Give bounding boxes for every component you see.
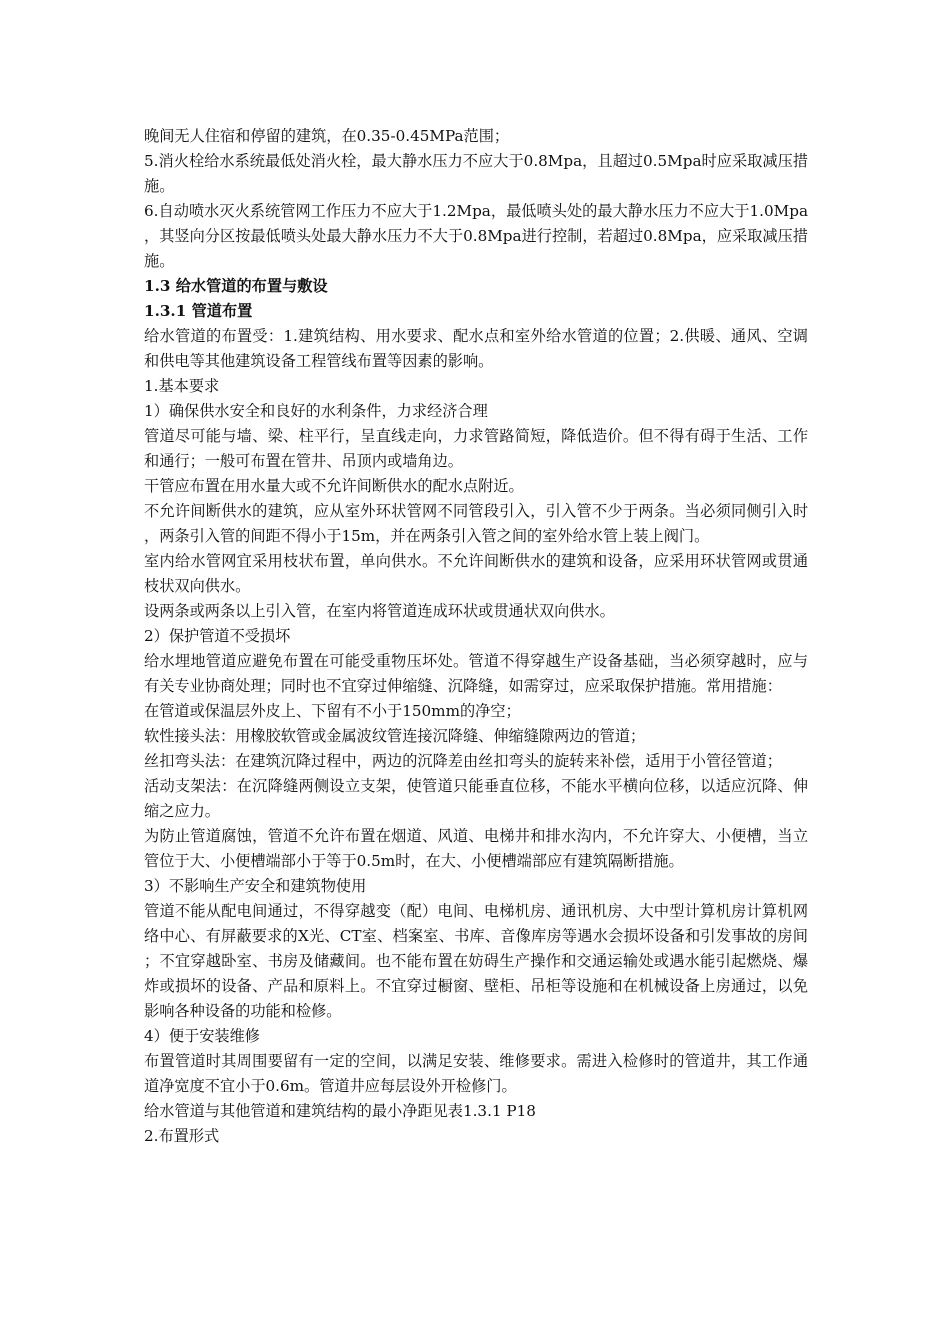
- paragraph: 活动支架法：在沉降缝两侧设立支架，使管道只能垂直位移，不能水平横向位移，以适应沉降、伸缩之应力。: [144, 777, 808, 820]
- list-item-heading: 4）便于安装维修: [144, 1027, 260, 1045]
- paragraph: 管道不能从配电间通过，不得穿越变（配）电间、电梯机房、通讯机房、大中型计算机房计算机网络中心、有屏蔽要求的X光、CT室、档案室、书库、音像库房等遇水会损坏设备和引发事故的房间；不宜穿越卧室、书房及储藏间。也不能布置在妨碍生产操作和交通运输处或遇水能引起燃烧、爆炸或损坏的设备、产品和原料上。不宜穿过橱窗、壁柜、吊柜等设施和在机械设备上房通过，以免影响各种设备的功能和检修。: [144, 902, 808, 1020]
- paragraph: 管道尽可能与墙、梁、柱平行，呈直线走向，力求管路简短，降低造价。但不得有碍于生活、工作和通行；一般可布置在管井、吊顶内或墙角边。: [144, 427, 808, 470]
- section-heading: 1.3 给水管道的布置与敷设: [144, 277, 328, 295]
- paragraph: 为防止管道腐蚀，管道不允许布置在烟道、风道、电梯井和排水沟内，不允许穿大、小便槽，当立管位于大、小便槽端部小于等于0.5m时，在大、小便槽端部应有建筑隔断措施。: [144, 827, 808, 870]
- paragraph-pressure-range: 晚间无人住宿和停留的建筑，在0.35-0.45MPa范围；: [144, 127, 510, 145]
- paragraph: 不允许间断供水的建筑，应从室外环状管网不同管段引入，引入管不少于两条。当必须同侧引入时，两条引入管的间距不得小于15m，并在两条引入管之间的室外给水管上装上阀门。: [144, 502, 808, 545]
- paragraph-table-reference: 给水管道与其他管道和建筑结构的最小净距见表1.3.1 P18: [144, 1102, 536, 1120]
- paragraph: 给水埋地管道应避免布置在可能受重物压坏处。管道不得穿越生产设备基础，当必须穿越时，应与有关专业协商处理；同时也不宜穿过伸缩缝、沉降缝，如需穿过，应采取保护措施。常用措施：: [144, 652, 808, 695]
- paragraph-layout-factors: 给水管道的布置受：1.建筑结构、用水要求、配水点和室外给水管道的位置；2.供暖、通风、空调和供电等其他建筑设备工程管线布置等因素的影响。: [144, 327, 808, 370]
- paragraph-hydrant-pressure: 5.消火栓给水系统最低处消火栓，最大静水压力不应大于0.8Mpa，且超过0.5Mpa时应采取减压措施。: [144, 152, 808, 195]
- paragraph: 设两条或两条以上引入管，在室内将管道连成环状或贯通状双向供水。: [144, 602, 615, 620]
- paragraph-sprinkler-pressure: 6.自动喷水灭火系统管网工作压力不应大于1.2Mpa，最低喷头处的最大静水压力不应大于1.0Mpa，其竖向分区按最低喷头处最大静水压力不大于0.8Mpa进行控制，若超过0.8Mpa，应采取减压措施。: [144, 202, 808, 270]
- list-heading-layout-forms: 2.布置形式: [144, 1127, 220, 1145]
- paragraph: 室内给水管网宜采用枝状布置，单向供水。不允许间断供水的建筑和设备，应采用环状管网或贯通枝状双向供水。: [144, 552, 808, 595]
- paragraph: 布置管道时其周围要留有一定的空间，以满足安装、维修要求。需进入检修时的管道井，其工作通道净宽度不宜小于0.6m。管道井应每层设外开检修门。: [144, 1052, 808, 1095]
- paragraph: 在管道或保温层外皮上、下留有不小于150mm的净空；: [144, 702, 521, 720]
- paragraph: 干管应布置在用水量大或不允许间断供水的配水点附近。: [144, 477, 524, 495]
- list-heading-basic-requirements: 1.基本要求: [144, 377, 220, 395]
- list-item-heading: 3）不影响生产安全和建筑物使用: [144, 877, 367, 895]
- paragraph: 软性接头法：用橡胶软管或金属波纹管连接沉降缝、伸缩缝隙两边的管道；: [144, 727, 646, 745]
- subsection-heading: 1.3.1 管道布置: [144, 302, 253, 320]
- document-page: [144, 124, 808, 1149]
- list-item-heading: 2）保护管道不受损坏: [144, 627, 291, 645]
- list-item-heading: 1）确保供水安全和良好的水利条件，力求经济合理: [144, 402, 488, 420]
- paragraph: 丝扣弯头法：在建筑沉降过程中，两边的沉降差由丝扣弯头的旋转来补偿，适用于小管径管道；: [144, 752, 782, 770]
